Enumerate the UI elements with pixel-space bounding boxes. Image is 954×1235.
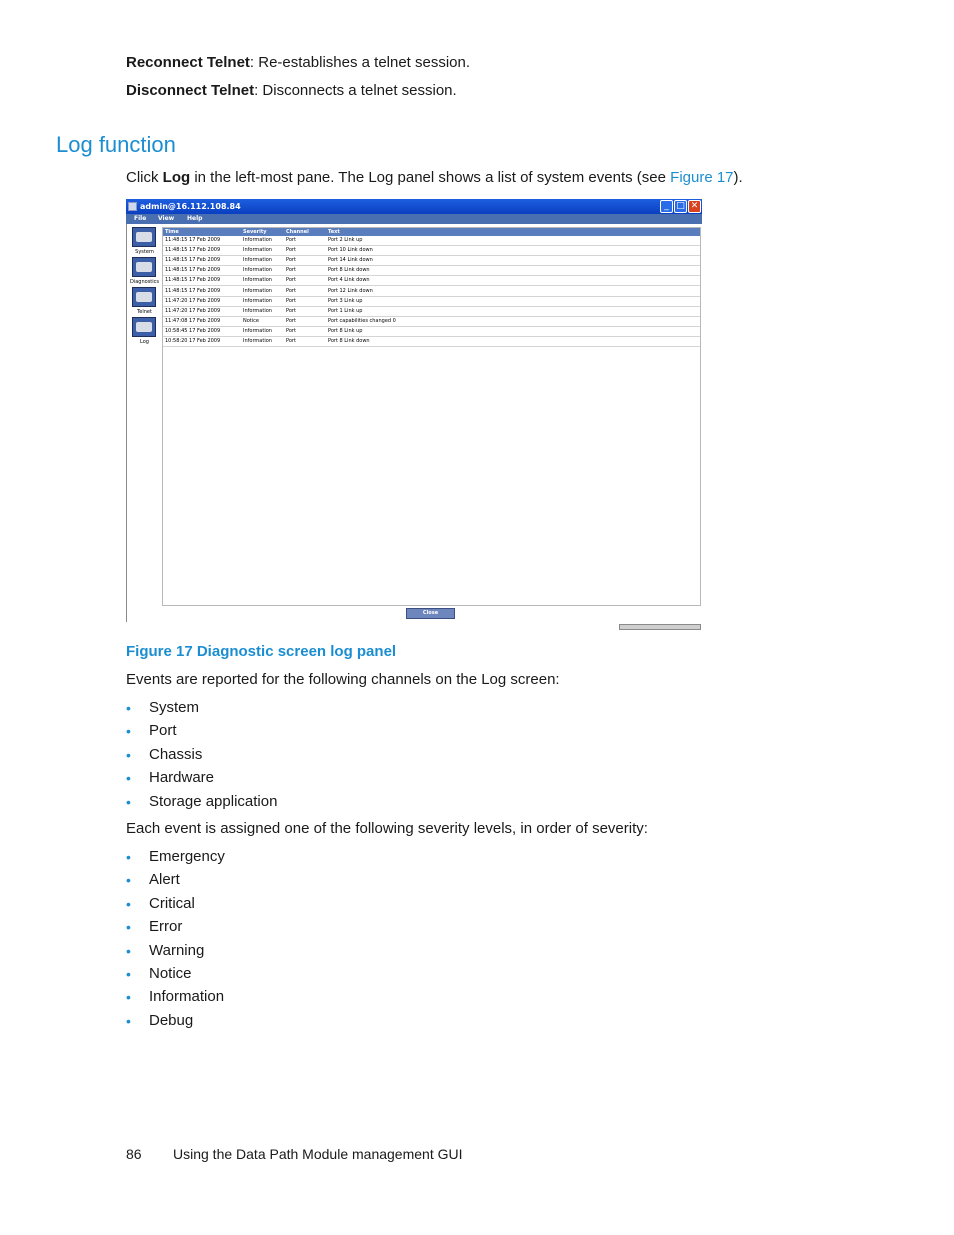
- log-intro-paragraph: [126, 168, 743, 188]
- table-row[interactable]: [163, 307, 700, 317]
- severity-list: [126, 846, 225, 1033]
- section-heading: Log function: [56, 132, 176, 157]
- bullet-icon: •: [126, 723, 131, 740]
- cell-channel: Port: [286, 287, 296, 294]
- cell-channel: Port: [286, 247, 296, 254]
- bullet-icon: •: [126, 700, 131, 716]
- figure-link[interactable]: Figure 17: [670, 169, 734, 186]
- menu-bar: [126, 214, 702, 224]
- column-severity[interactable]: Severity: [243, 229, 267, 235]
- bullet-icon: •: [126, 770, 131, 787]
- table-row[interactable]: [163, 337, 700, 347]
- cell-channel: Port: [286, 317, 296, 324]
- cell-severity: Information: [243, 257, 272, 264]
- cell-time: 11:47:20 17 Feb 2009: [165, 307, 221, 314]
- bullet-icon: •: [126, 965, 131, 982]
- cell-time: 11:48:15 17 Feb 2009: [165, 277, 221, 284]
- channel-item: [126, 697, 277, 720]
- bullet-icon: •: [126, 942, 131, 959]
- bullet-icon: •: [126, 895, 131, 912]
- severity-item: [126, 846, 225, 869]
- severity-item-text: Warning: [149, 941, 205, 959]
- cell-channel: Port: [286, 267, 296, 274]
- bullet-icon: •: [126, 989, 131, 1006]
- cell-time: 11:48:15 17 Feb 2009: [165, 257, 221, 264]
- para-pre: Click: [126, 169, 163, 186]
- sidebar-label: Diagnostics: [129, 279, 159, 285]
- cell-time: 11:47:20 17 Feb 2009: [165, 297, 221, 304]
- column-text[interactable]: Text: [328, 229, 340, 235]
- window-title: admin@16.112.108.84: [140, 202, 241, 211]
- cell-severity: Information: [243, 237, 272, 243]
- table-row[interactable]: [163, 317, 700, 327]
- cell-severity: Information: [243, 287, 272, 294]
- severity-item: [126, 963, 225, 986]
- bullet-icon: •: [126, 746, 131, 763]
- cell-text: Port 8 Link down: [328, 338, 370, 344]
- cell-severity: Information: [243, 267, 272, 274]
- cell-severity: Information: [243, 247, 272, 254]
- cell-severity: Information: [243, 297, 272, 304]
- cell-severity: Information: [243, 307, 272, 314]
- minimize-icon[interactable]: _: [660, 200, 673, 213]
- cell-text: Port 4 Link down: [328, 277, 370, 284]
- cell-time: 10:58:20 17 Feb 2009: [165, 338, 221, 344]
- severity-item-text: Emergency: [149, 848, 225, 865]
- channel-item-text: Storage application: [149, 792, 278, 810]
- sidebar-label: Log: [140, 339, 149, 345]
- severity-item-text: Information: [149, 988, 225, 1006]
- reconnect-telnet-term: Reconnect Telnet: [126, 54, 250, 71]
- telnet-icon: [132, 287, 156, 307]
- table-row[interactable]: [163, 287, 700, 297]
- cell-severity: Information: [243, 338, 272, 344]
- column-time[interactable]: Time: [165, 229, 179, 235]
- table-row[interactable]: [163, 327, 700, 337]
- disconnect-telnet-term: Disconnect Telnet: [126, 82, 255, 99]
- cell-severity: Notice: [243, 317, 259, 324]
- para-post: ).: [733, 169, 743, 186]
- bullet-icon: •: [126, 793, 131, 810]
- cell-channel: Port: [286, 277, 296, 284]
- channels-intro: Events are reported for the following channels on the Log screen:: [126, 671, 560, 688]
- cell-text: Port capabilities changed 0: [328, 317, 396, 324]
- cell-channel: Port: [286, 257, 296, 264]
- disconnect-telnet-definition: [126, 81, 457, 101]
- para-mid: in the left-most pane. The Log panel shows a list of system events (see: [190, 169, 671, 186]
- table-row[interactable]: [163, 276, 700, 286]
- horizontal-scrollbar[interactable]: [619, 624, 701, 630]
- cell-channel: Port: [286, 297, 296, 304]
- channels-list: [126, 697, 277, 814]
- log-icon: [132, 317, 156, 337]
- severity-item-text: Error: [149, 918, 183, 936]
- maximize-icon[interactable]: □: [674, 200, 687, 213]
- cell-time: 11:47:08 17 Feb 2009: [165, 317, 221, 324]
- channel-item: [126, 744, 277, 767]
- cell-time: 11:48:15 17 Feb 2009: [165, 287, 221, 294]
- severity-item: [126, 986, 225, 1009]
- table-row[interactable]: [163, 246, 700, 256]
- severity-item-text: Debug: [149, 1011, 194, 1029]
- app-icon: [128, 202, 137, 211]
- cell-time: 11:48:15 17 Feb 2009: [165, 247, 221, 254]
- column-channel[interactable]: Channel: [286, 229, 309, 235]
- cell-channel: Port: [286, 237, 296, 243]
- bullet-icon: •: [126, 1012, 131, 1029]
- figure-caption: Figure 17 Diagnostic screen log panel: [126, 643, 397, 660]
- severity-item: [126, 916, 225, 939]
- close-icon[interactable]: ✕: [688, 200, 701, 213]
- cell-text: Port 3 Link up: [328, 297, 363, 304]
- log-table: [162, 227, 701, 606]
- cell-text: Port 10 Link down: [328, 247, 373, 254]
- channel-item: [126, 767, 277, 790]
- severity-item: [126, 869, 225, 892]
- sidebar-item-system[interactable]: [127, 227, 162, 257]
- disconnect-telnet-desc: : Disconnects a telnet session.: [254, 82, 457, 99]
- para-bold-log: Log: [162, 169, 191, 186]
- severity-intro: Each event is assigned one of the following severity levels, in order of severity:: [126, 820, 648, 837]
- reconnect-telnet-definition: [126, 53, 470, 73]
- channel-item: [126, 720, 277, 743]
- table-row[interactable]: [163, 256, 700, 266]
- channel-item-text: Port: [149, 722, 177, 740]
- sidebar-label: Telnet: [137, 309, 152, 315]
- severity-item: [126, 940, 225, 963]
- cell-severity: Information: [243, 327, 272, 334]
- bullet-icon: •: [126, 849, 131, 865]
- page-number: 86: [126, 1146, 142, 1162]
- log-panel-screenshot: [126, 199, 702, 632]
- cell-text: Port 1 Link up: [328, 307, 363, 314]
- cell-text: Port 8 Link up: [328, 327, 363, 334]
- severity-item: [126, 893, 225, 916]
- cell-time: 11:48:15 17 Feb 2009: [165, 267, 221, 274]
- sidebar-item-telnet[interactable]: [127, 287, 162, 317]
- reconnect-telnet-desc: : Re-establishes a telnet session.: [249, 54, 471, 71]
- close-button[interactable]: Close: [406, 608, 455, 619]
- cell-channel: Port: [286, 327, 296, 334]
- channel-item-text: Chassis: [149, 745, 203, 763]
- cell-time: 10:58:45 17 Feb 2009: [165, 327, 221, 334]
- left-pane: [126, 224, 161, 622]
- menu-help[interactable]: Help: [187, 215, 203, 222]
- severity-item-text: Alert: [149, 871, 180, 889]
- table-row[interactable]: [163, 266, 700, 276]
- bullet-icon: •: [126, 919, 131, 936]
- severity-item-text: Notice: [149, 964, 192, 982]
- diagnostics-icon: [132, 257, 156, 277]
- channel-item: [126, 791, 277, 814]
- sidebar-item-diagnostics[interactable]: [127, 257, 162, 287]
- system-icon: [132, 227, 156, 247]
- window-titlebar: [126, 199, 702, 214]
- table-header: [163, 228, 700, 236]
- severity-item-text: Critical: [149, 894, 195, 912]
- sidebar-label: System: [135, 249, 154, 255]
- menu-view[interactable]: View: [158, 215, 175, 222]
- cell-time: 11:48:15 17 Feb 2009: [165, 237, 221, 243]
- footer-text: Using the Data Path Module management GUI: [173, 1146, 463, 1162]
- menu-file[interactable]: File: [134, 215, 147, 222]
- cell-text: Port 2 Link up: [328, 237, 363, 243]
- sidebar-item-log[interactable]: [127, 317, 162, 347]
- table-row[interactable]: [163, 297, 700, 307]
- channel-item-text: System: [149, 699, 200, 716]
- cell-text: Port 14 Link down: [328, 257, 373, 264]
- cell-severity: Information: [243, 277, 272, 284]
- bullet-icon: •: [126, 872, 131, 889]
- severity-item: [126, 1010, 225, 1033]
- table-row[interactable]: [163, 236, 700, 246]
- cell-channel: Port: [286, 307, 296, 314]
- channel-item-text: Hardware: [149, 769, 215, 787]
- cell-channel: Port: [286, 338, 296, 344]
- cell-text: Port 12 Link down: [328, 287, 373, 294]
- cell-text: Port 8 Link down: [328, 267, 370, 274]
